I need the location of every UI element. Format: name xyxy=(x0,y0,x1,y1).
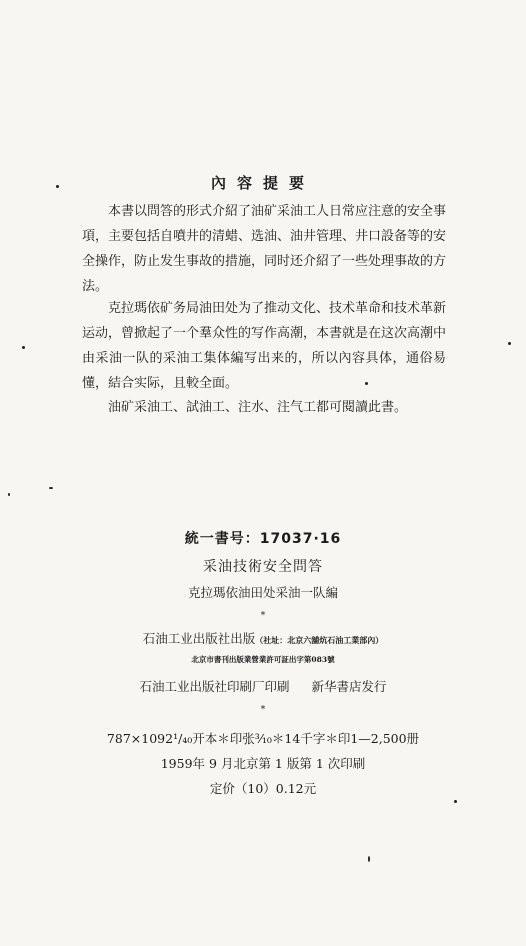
summary-heading: 內容提要 xyxy=(210,174,315,192)
summary-paragraph-1: 本書以問答的形式介紹了油矿采油工人日常应注意的安全事項，主要包括自噴井的清蜡、选油、油井管理、井口設备等的安全操作，防止发生事故的措施，同时还介紹了一些处理事故的方法。 xyxy=(82,204,447,294)
publishing-license: 北京市書刊出版業營業許可証出字第083號 xyxy=(191,655,335,664)
publisher-line xyxy=(0,629,526,647)
scan-speck xyxy=(22,346,25,349)
scan-speck xyxy=(508,342,511,345)
scan-speck xyxy=(8,493,10,496)
compiler-credit: 克拉瑪依油田处采油一队編 xyxy=(187,585,338,600)
scan-speck xyxy=(49,487,53,489)
unified-book-number: 統一書号：17037·16 xyxy=(184,531,342,547)
printer-name: 石油工业出版社印刷厂印刷 xyxy=(139,679,290,694)
edition-info: 1959年 9 月北京第 1 版第 1 次印刷 xyxy=(160,756,366,771)
scan-speck xyxy=(365,382,368,385)
separator-star: * xyxy=(260,705,266,715)
scan-speck xyxy=(454,800,457,803)
distributor-name: 新华書店发行 xyxy=(311,679,387,694)
price: 定价（10）0.12元 xyxy=(209,781,317,796)
publisher-address: （社址：北京六舖炕石油工業部內） xyxy=(255,636,384,645)
publisher-name: 石油工业出版社出版 xyxy=(142,631,256,646)
summary-paragraph-2: 克拉瑪依矿务局油田处为了推动文化、技术革命和技术革新运动，曾掀起了一个羣众性的写作高潮，本書就是在这次高潮中由采油一队的采油工集体編写出来的，所以內容具体，通俗易懂，結合实际，且較全面。 xyxy=(82,301,447,391)
book-title: 采油技術安全問答 xyxy=(203,559,323,575)
printer-line xyxy=(0,677,526,695)
print-specifications: 787×1092¹/₄₀开本＊印张³⁄₁₀＊14千字＊印1—2,500册 xyxy=(106,731,420,746)
separator-star: * xyxy=(260,611,266,621)
scan-speck xyxy=(56,185,59,188)
summary-paragraph-3: 油矿采油工、試油工、注水、注气工都可閱讀此書。 xyxy=(108,400,408,415)
scan-speck xyxy=(368,856,370,862)
